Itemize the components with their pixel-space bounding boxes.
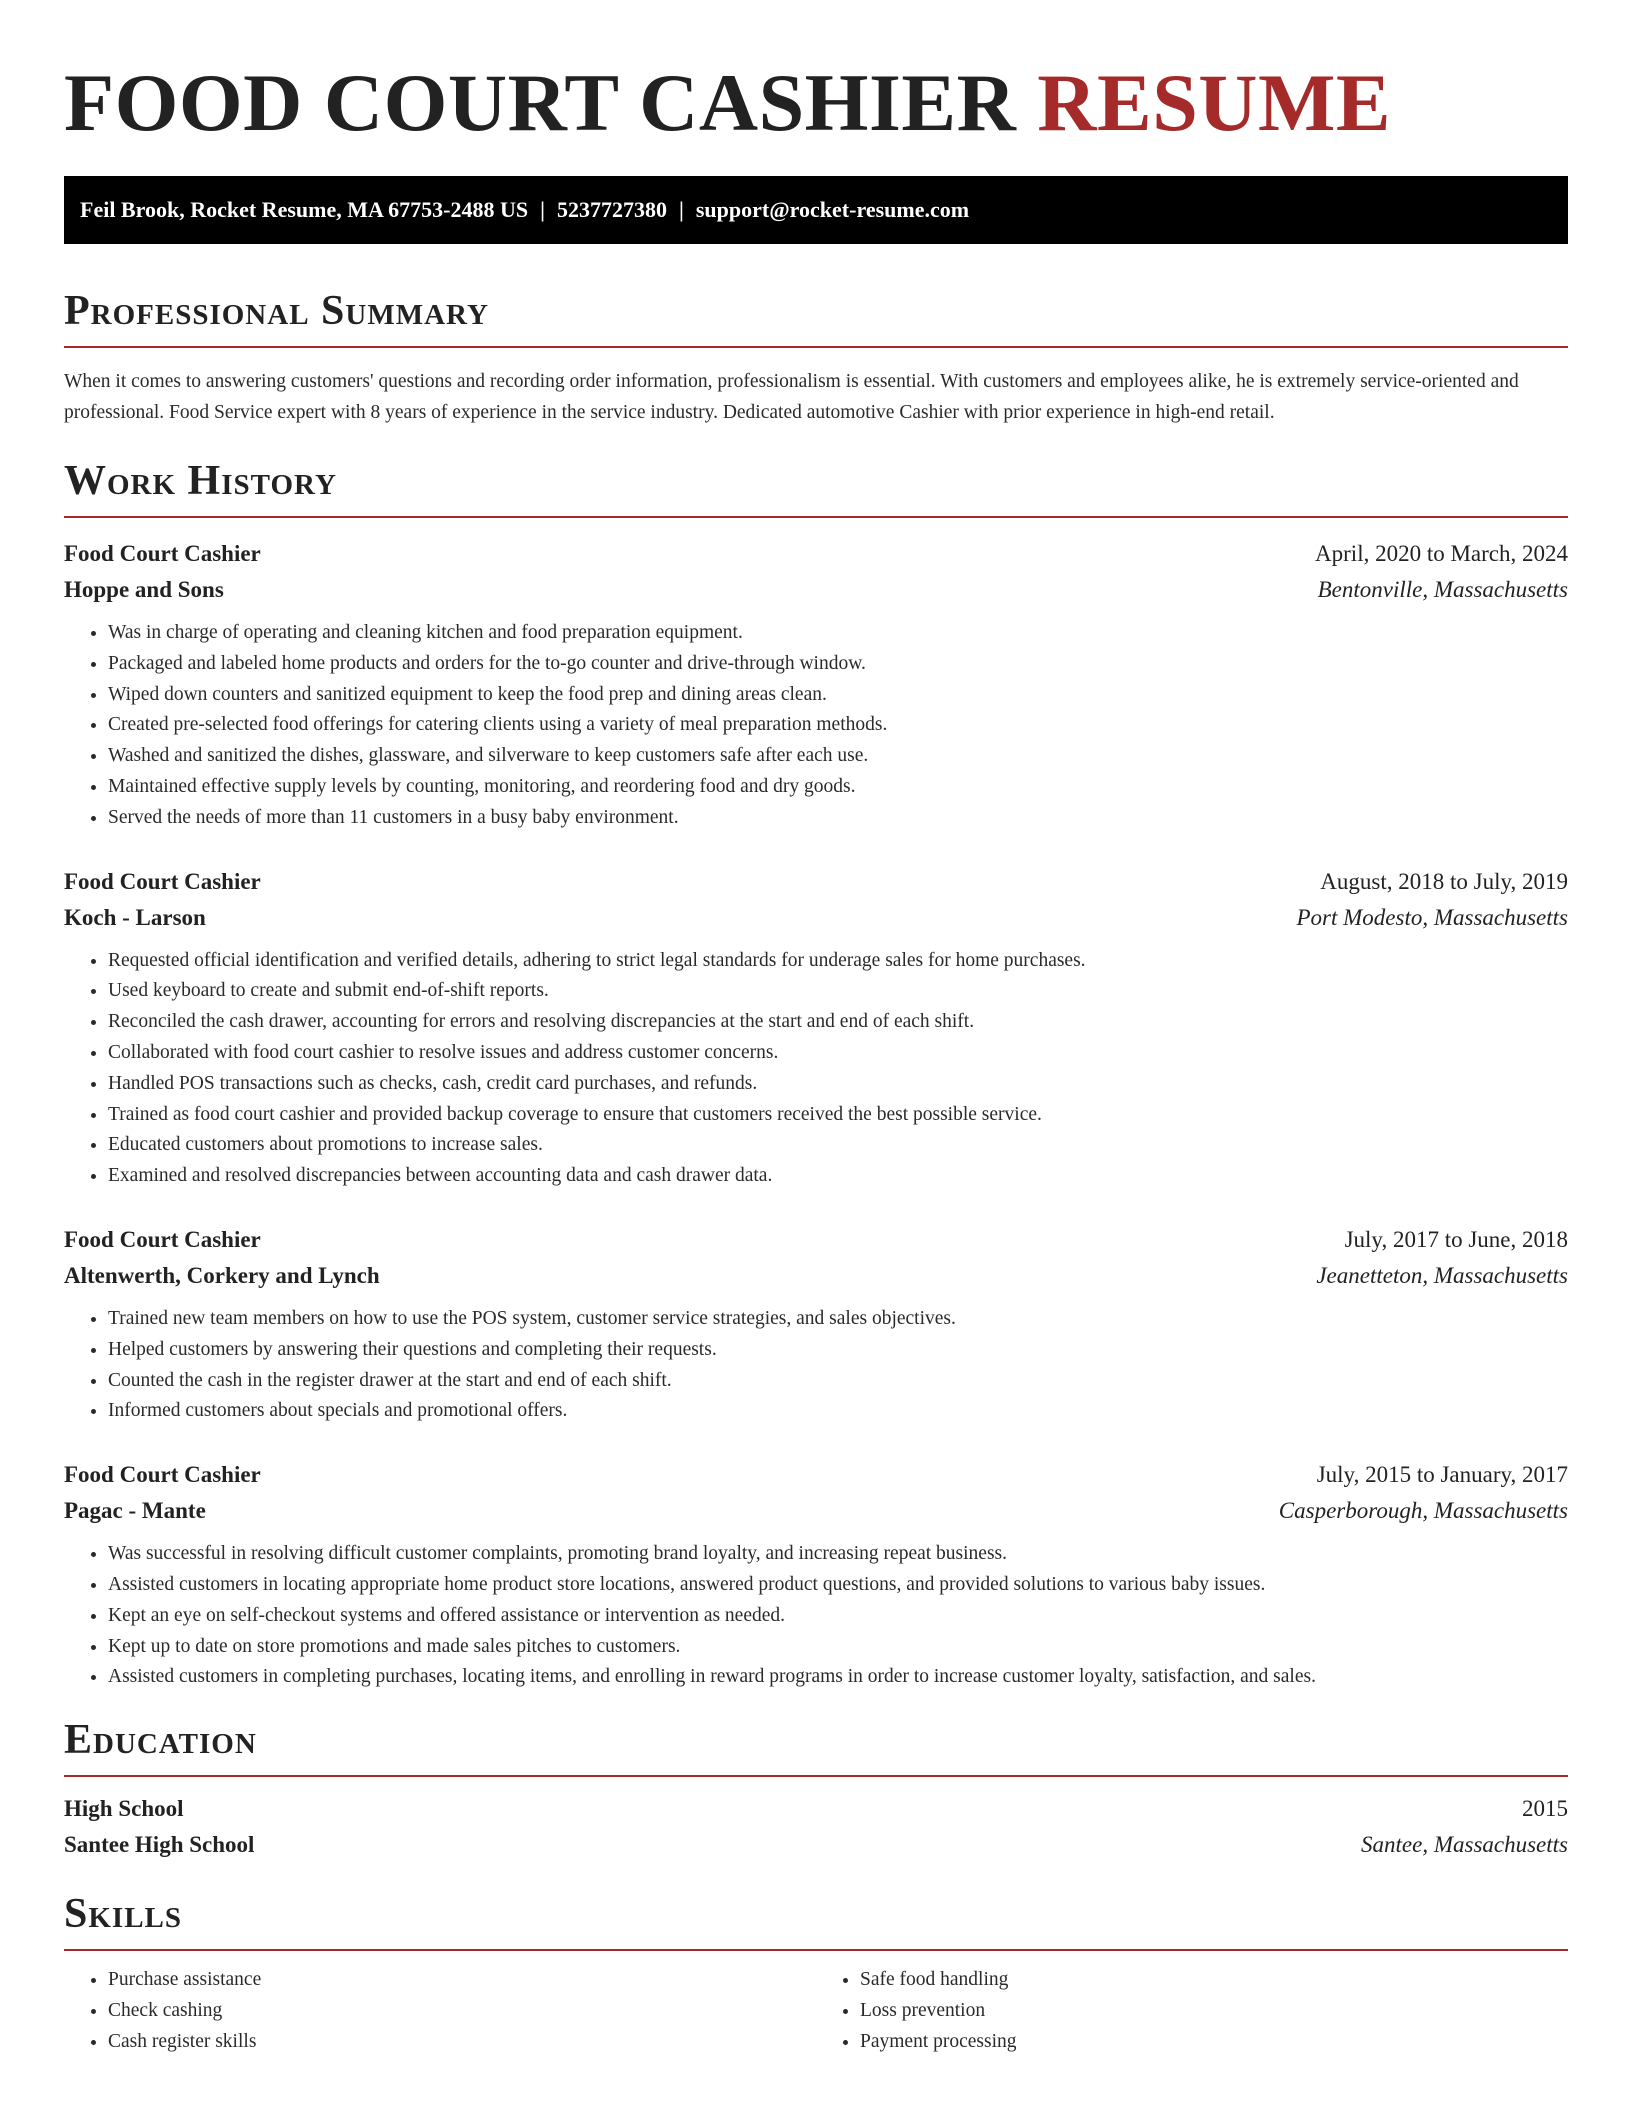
list-item: • Examined and resolved discrepancies between accounting data and cash drawer data. [108, 1161, 1568, 1192]
job-company: Pagac - Mante [64, 1498, 206, 1524]
education-year: 2015 [1522, 1796, 1568, 1822]
education-school-row [64, 1827, 1568, 1863]
education-heading: Education [64, 1717, 257, 1764]
skills-section [64, 1889, 1568, 2057]
job-title: Food Court Cashier [64, 541, 261, 566]
list-item: • Counted the cash in the register drawer at the start and end of each shift. [108, 1366, 1568, 1397]
list-item: • Assisted customers in locating appropriate home product store locations, answered product questions, and provided solutions to various baby issues. [108, 1570, 1568, 1601]
job-title: Food Court Cashier [64, 868, 261, 894]
list-item: • Requested official identification and verified details, adhering to strict legal standards for underage sales for home purchases. [108, 946, 1568, 977]
list-item: • Kept an eye on self-checkout systems and offered assistance or intervention as needed. [108, 1601, 1568, 1632]
work-heading: Work History [64, 458, 337, 504]
job-dates: July, 2015 to January, 2017 [1316, 1462, 1568, 1488]
list-item: • Educated customers about promotions to increase sales. [108, 1130, 1568, 1161]
section-divider [64, 346, 1568, 348]
education-section [64, 1715, 1568, 1863]
skill-item: • Purchase assistance [108, 1965, 816, 1996]
education-entry [64, 1791, 1568, 1863]
title-main: FOOD COURT CASHIER [64, 57, 1017, 148]
skill-item: • Safe food handling [860, 1965, 1568, 1996]
job-company-row [64, 1258, 1568, 1294]
job-entry [64, 1457, 1568, 1693]
job-company-row [64, 1493, 1568, 1529]
summary-text: When it comes to answering customers' questions and recording order information, professionalism is essential. With customers and employees alike, he is extremely service-oriented and professional. Food Service expert with 8 years of experience in the service industry. Dedicated automotive Cashier with prior experience in high-end retail. [64, 371, 1519, 423]
list-item: • Maintained effective supply levels by counting, monitoring, and reordering food and dry goods. [108, 772, 1568, 803]
section-divider [64, 1775, 1568, 1777]
job-header-row [64, 1457, 1568, 1493]
job-company-row [64, 572, 1568, 608]
job-header-row [64, 1222, 1568, 1258]
contact-bar [64, 176, 1568, 244]
list-item: • Was successful in resolving difficult customer complaints, promoting brand loyalty, and increasing repeat business. [108, 1539, 1568, 1570]
summary-section [64, 286, 1568, 428]
job-company: Koch - Larson [64, 904, 206, 930]
job-bullets [64, 946, 1568, 1192]
list-item: • Assisted customers in completing purchases, locating items, and enrolling in reward programs in order to increase customer loyalty, satisfaction, and sales. [108, 1662, 1568, 1693]
education-degree: High School [64, 1796, 184, 1822]
job-header-row [64, 864, 1568, 900]
job-dates: August, 2018 to July, 2019 [1320, 868, 1568, 894]
list-item: • Trained new team members on how to use the POS system, customer service strategies, and sales objectives. [108, 1304, 1568, 1335]
list-item: • Was in charge of operating and cleaning kitchen and food preparation equipment. [108, 618, 1568, 649]
contact-email: support@rocket-resume.com [695, 197, 970, 222]
job-location: Port Modesto, Massachusetts [1296, 904, 1568, 930]
list-item: • Collaborated with food court cashier to resolve issues and address customer concerns. [108, 1038, 1568, 1069]
section-divider [64, 516, 1568, 518]
title-accent: RESUME [1037, 57, 1392, 148]
contact-separator: | [678, 197, 684, 222]
job-location: Casperborough, Massachusetts [1278, 1498, 1568, 1524]
job-company: Hoppe and Sons [64, 577, 224, 602]
resume-title [64, 0, 1568, 148]
list-item: • Washed and sanitized the dishes, glassware, and silverware to keep customers safe after each use. [108, 741, 1568, 772]
skill-item: • Loss prevention [860, 1996, 1568, 2027]
skills-heading: Skills [64, 1891, 183, 1938]
job-entry [64, 1222, 1568, 1427]
list-item: • Used keyboard to create and submit end-of-shift reports. [108, 976, 1568, 1007]
job-entry [64, 864, 1568, 1192]
job-location: Bentonville, Massachusetts [1317, 577, 1568, 602]
skill-item: • Cash register skills [108, 2027, 816, 2058]
job-company: Altenwerth, Corkery and Lynch [64, 1262, 380, 1288]
contact-address: Feil Brook, Rocket Resume, MA 67753-2488 US [80, 197, 529, 222]
list-item: • Served the needs of more than 11 customers in a busy baby environment. [108, 803, 1568, 834]
list-item: • Kept up to date on store promotions and made sales pitches to customers. [108, 1632, 1568, 1663]
list-item: • Informed customers about specials and promotional offers. [108, 1396, 1568, 1427]
job-dates: April, 2020 to March, 2024 [1315, 541, 1568, 566]
contact-phone: 5237727380 [556, 197, 667, 222]
education-header-row [64, 1791, 1568, 1827]
education-school: Santee High School [64, 1832, 255, 1858]
list-item: • Trained as food court cashier and provided backup coverage to ensure that customers received the best possible service. [108, 1100, 1568, 1131]
job-title: Food Court Cashier [64, 1226, 261, 1252]
work-section [64, 456, 1568, 1693]
job-header-row [64, 536, 1568, 572]
skill-item: • Payment processing [860, 2027, 1568, 2058]
job-bullets [64, 1539, 1568, 1693]
skills-grid [64, 1951, 1568, 2057]
summary-heading: Professional Summary [64, 288, 489, 334]
list-item: • Packaged and labeled home products and orders for the to-go counter and drive-through window. [108, 649, 1568, 680]
job-entry [64, 536, 1568, 834]
skill-item: • Check cashing [108, 1996, 816, 2027]
job-bullets [64, 1304, 1568, 1427]
list-item: • Helped customers by answering their questions and completing their requests. [108, 1335, 1568, 1366]
job-location: Jeanetteton, Massachusetts [1316, 1262, 1568, 1288]
job-company-row [64, 900, 1568, 936]
list-item: • Wiped down counters and sanitized equipment to keep the food prep and dining areas clean. [108, 680, 1568, 711]
job-title: Food Court Cashier [64, 1462, 261, 1488]
education-location: Santee, Massachusetts [1361, 1832, 1568, 1858]
list-item: • Handled POS transactions such as checks, cash, credit card purchases, and refunds. [108, 1069, 1568, 1100]
job-bullets [64, 618, 1568, 834]
skills-list-right [816, 1965, 1568, 2057]
list-item: • Created pre-selected food offerings for catering clients using a variety of meal preparation methods. [108, 710, 1568, 741]
list-item: • Reconciled the cash drawer, accounting for errors and resolving discrepancies at the start and end of each shift. [108, 1007, 1568, 1038]
job-dates: July, 2017 to June, 2018 [1344, 1226, 1568, 1252]
skills-list-left [64, 1965, 816, 2057]
contact-separator: | [540, 197, 545, 222]
